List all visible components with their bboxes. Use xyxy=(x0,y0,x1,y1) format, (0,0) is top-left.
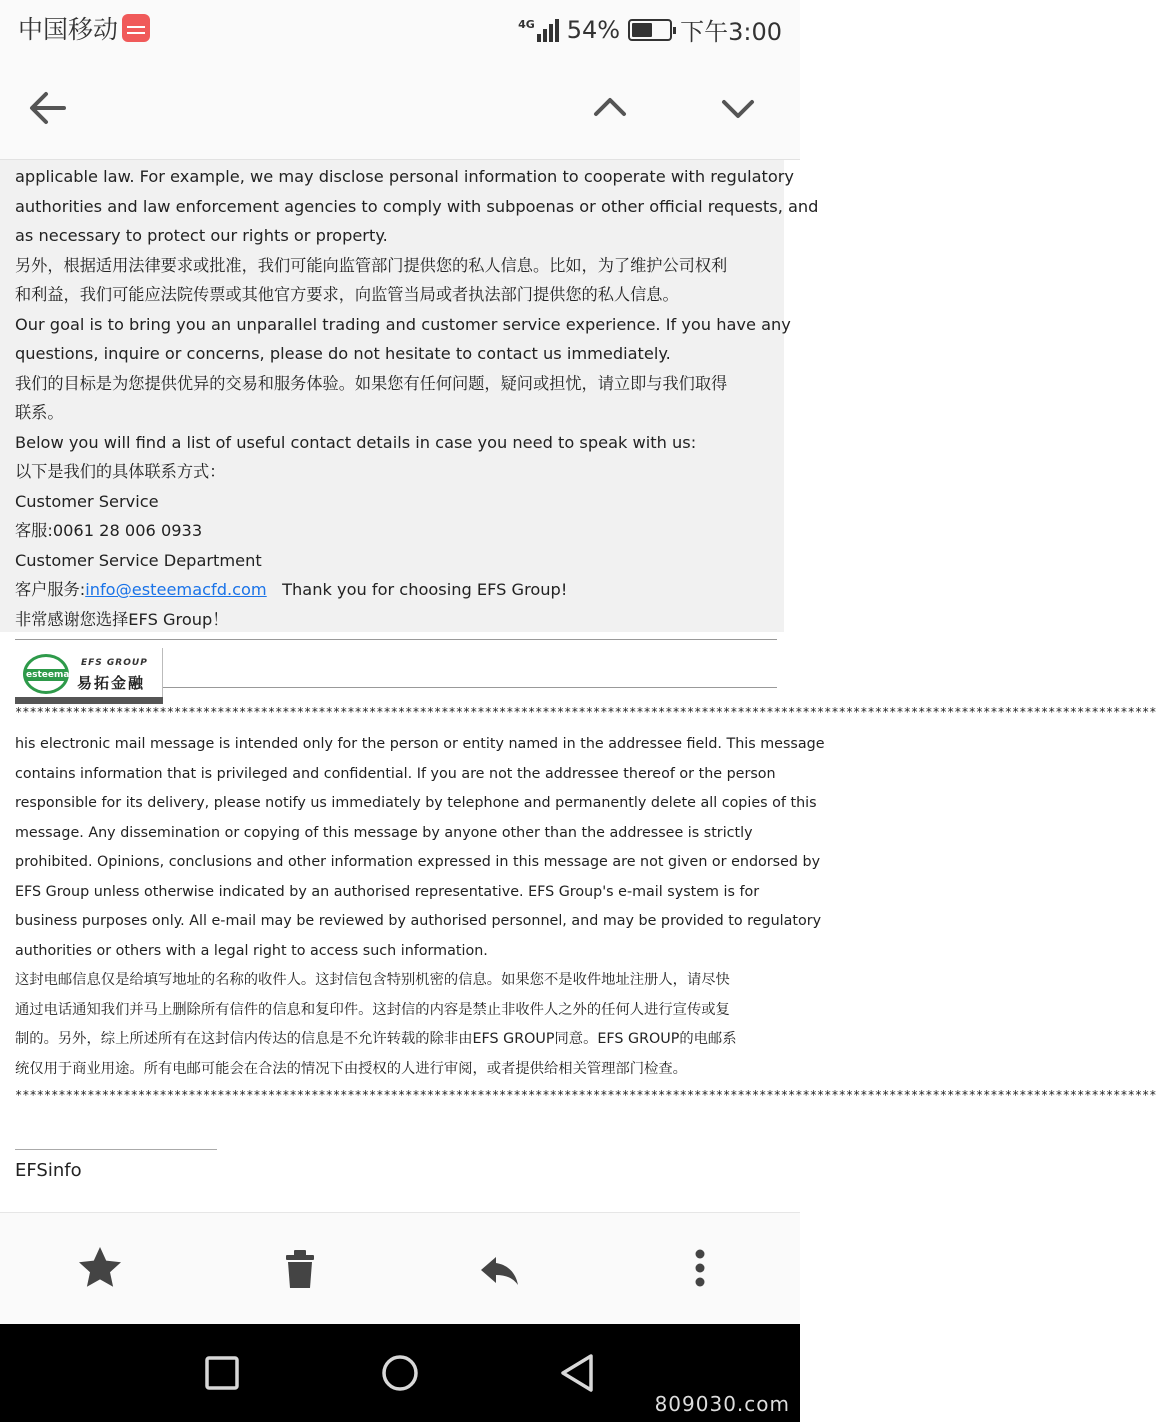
disclaimer-line: prohibited. Opinions, conclusions and other information expressed in this message are not given or endorsed by xyxy=(15,854,821,870)
logo-circle-text: esteema xyxy=(26,670,70,680)
body-line: Customer Service xyxy=(15,491,159,511)
more-vertical-icon[interactable] xyxy=(675,1243,725,1293)
disclaimer-line: business purposes only. All e-mail may be reviewed by authorised personnel, and may be provided to regulatory xyxy=(15,913,822,929)
body-line: 联系。 xyxy=(15,403,64,422)
contact-line xyxy=(15,575,784,605)
divider xyxy=(163,687,777,688)
site-watermark: 809030.com xyxy=(654,1392,790,1416)
email-body xyxy=(0,160,1157,1212)
body-line: authorities and law enforcement agencies to comply with subpoenas or other official requests, and xyxy=(15,196,819,216)
battery-icon xyxy=(628,19,672,41)
body-line: Customer Service Department xyxy=(15,550,262,570)
carrier-name xyxy=(18,10,150,46)
efs-logo xyxy=(15,648,163,704)
back-arrow-icon[interactable] xyxy=(22,82,74,134)
battery-level xyxy=(632,23,651,37)
disclaimer-line: EFS Group unless otherwise indicated by an authorised representative. EFS Group's e-mail system is for xyxy=(15,883,760,900)
body-line: as necessary to protect our rights or property. xyxy=(15,226,388,245)
chevron-up-icon[interactable] xyxy=(584,82,636,134)
clock-time: 下午3:00 xyxy=(680,18,782,46)
email-toolbar xyxy=(0,56,800,160)
disclaimer-line: 这封电邮信息仅是给填写地址的名称的收件人。这封信包含特别机密的信息。如果您不是收件地址注册人，请尽快 xyxy=(15,972,730,988)
recent-apps-icon[interactable] xyxy=(197,1348,247,1398)
quoted-message xyxy=(0,160,819,632)
disclaimer-line: responsible for its delivery, please notify us immediately by telephone and permanently delete all copies of this xyxy=(15,795,817,811)
body-line: 以下是我们的具体联系方式： xyxy=(15,462,226,481)
logo-name-cn: 易拓金融 xyxy=(77,674,146,692)
contact-prefix: 客户服务: xyxy=(15,580,86,599)
status-bar xyxy=(0,0,800,56)
body-line: questions, inquire or concerns, please do not hesitate to contact us immediately. xyxy=(15,344,671,363)
stars-separator: ************************************************************************************************************************************************************** xyxy=(15,1088,1157,1102)
esteema-logo-icon xyxy=(23,654,69,694)
contact-email-link[interactable]: info@esteemacfd.com xyxy=(85,580,267,599)
body-line: applicable law. For example, we may disclose personal information to cooperate with regulatory xyxy=(15,167,794,186)
disclaimer-line: 制的。另外，综上所述所有在这封信内传达的信息是不允许转载的除非由EFS GROUP同意。EFS GROUP的电邮系 xyxy=(15,1031,737,1047)
battery-percent: 54% xyxy=(566,15,621,44)
email-actions-bar xyxy=(0,1212,800,1324)
carrier-app-icon xyxy=(122,14,150,42)
body-line: Below you will find a list of useful contact details in case you need to speak with us: xyxy=(15,432,697,452)
back-triangle-icon[interactable] xyxy=(553,1348,603,1398)
body-line: 另外，根据适用法律要求或批准，我们可能向监管部门提供您的私人信息。比如，为了维护公司权利 xyxy=(15,255,728,275)
disclaimer-line: authorities or others with a legal right to access such information. xyxy=(15,942,488,959)
body-line: 客服:0061 28 006 0933 xyxy=(15,521,203,540)
body-line: 我们的目标是为您提供优异的交易和服务体验。如果您有任何问题，疑问或担忧，请立即与我们取得 xyxy=(15,373,728,393)
stars-separator: ************************************************************************************************************************************************************** xyxy=(15,705,1157,719)
disclaimer-line: his electronic mail message is intended only for the person or entity named in the addressee field. This message xyxy=(15,736,825,752)
thanks-cn-line: 非常感谢您选择EFS Group！ xyxy=(15,609,229,629)
trash-icon[interactable] xyxy=(275,1243,325,1293)
disclaimer-line: contains information that is privileged and confidential. If you are not the addressee thereof or the person xyxy=(15,765,776,782)
divider xyxy=(15,639,777,640)
star-icon[interactable] xyxy=(75,1243,125,1293)
logo-bar xyxy=(15,697,163,704)
carrier-label: 中国移动 xyxy=(18,15,119,44)
signature-divider xyxy=(15,1149,217,1150)
body-line: 和利益，我们可能应法院传票或其他官方要求，向监管当局或者执法部门提供您的私人信息。 xyxy=(15,285,679,304)
network-type: 4G xyxy=(518,17,535,31)
system-navigation-bar xyxy=(0,1324,800,1422)
disclaimer-line: message. Any dissemination or copying of this message by anyone other than the addressee is strictly xyxy=(15,824,753,841)
logo-name-en: EFS GROUP xyxy=(81,658,148,668)
contact-thanks: Thank you for choosing EFS Group! xyxy=(282,580,568,599)
body-line: Our goal is to bring you an unparallel trading and customer service experience. If you have any xyxy=(15,314,791,334)
signature: EFSinfo xyxy=(15,1160,82,1181)
home-icon[interactable] xyxy=(375,1348,425,1398)
reply-icon[interactable] xyxy=(475,1243,525,1293)
disclaimer-line: 统仅用于商业用途。所有电邮可能会在合法的情况下由授权的人进行审阅，或者提供给相关管理部门检查。 xyxy=(15,1060,687,1077)
legal-disclaimer xyxy=(15,730,825,1084)
disclaimer-line: 通过电话通知我们并马上删除所有信件的信息和复印件。这封信的内容是禁止非收件人之外的任何人进行宣传或复 xyxy=(15,1001,730,1018)
chevron-down-icon[interactable] xyxy=(712,82,764,134)
status-indicators xyxy=(518,12,782,47)
signal-strength-icon xyxy=(518,18,559,42)
